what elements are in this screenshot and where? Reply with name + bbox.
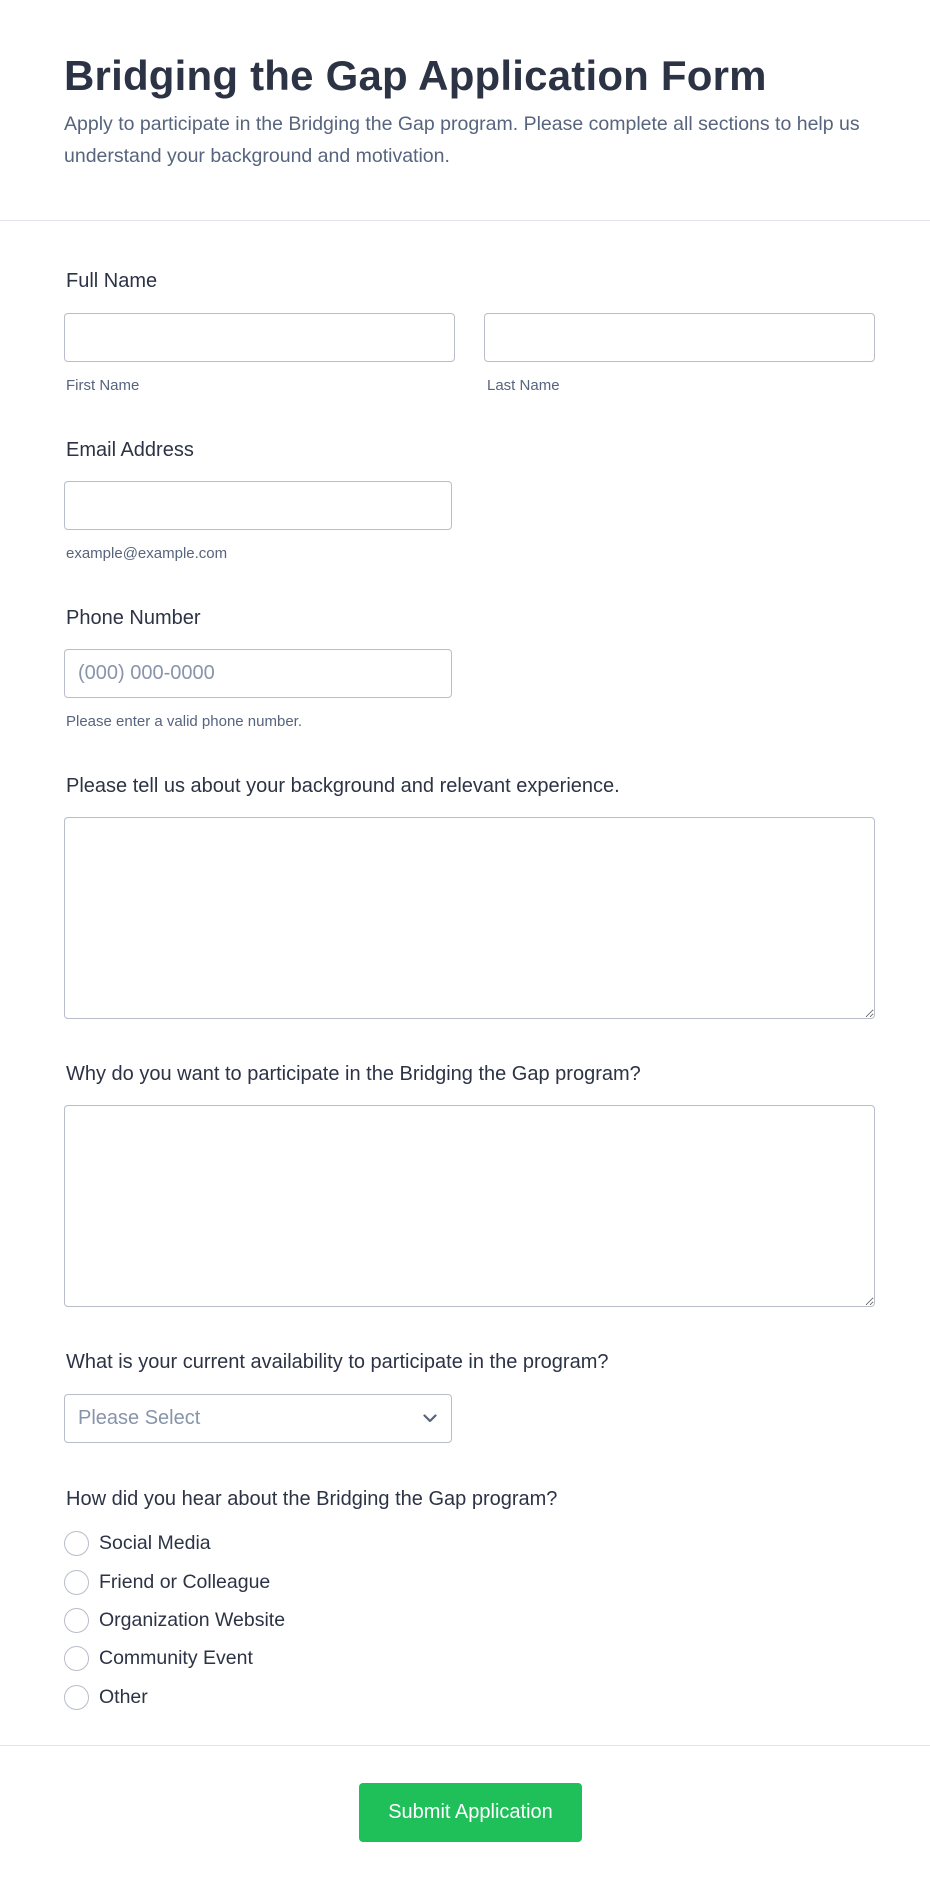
full-name-label: Full Name <box>66 270 158 292</box>
radio-option-organization-website[interactable] <box>64 1606 285 1634</box>
radio-label: Other <box>99 1685 148 1708</box>
radio-label: Social Media <box>99 1531 211 1554</box>
radio-option-other[interactable] <box>64 1683 148 1711</box>
first-name-sublabel: First Name <box>66 377 140 394</box>
radio-circle[interactable] <box>64 1531 89 1556</box>
radio-option-social-media[interactable] <box>64 1529 211 1557</box>
radio-option-community-event[interactable] <box>64 1644 253 1672</box>
radio-label: Friend or Colleague <box>99 1570 271 1593</box>
footer-divider <box>0 1745 930 1746</box>
radio-circle[interactable] <box>64 1646 89 1671</box>
last-name-sublabel: Last Name <box>487 377 560 394</box>
submit-application-button[interactable]: Submit Application <box>359 1783 582 1842</box>
email-input[interactable] <box>64 481 452 530</box>
last-name-input[interactable] <box>484 313 875 362</box>
background-label: Please tell us about your background and relevant experience. <box>66 775 620 797</box>
radio-circle[interactable] <box>64 1570 89 1595</box>
phone-input[interactable] <box>64 649 452 698</box>
email-label: Email Address <box>66 439 194 461</box>
motivation-textarea[interactable] <box>64 1105 875 1307</box>
form-header <box>0 0 930 221</box>
phone-sublabel: Please enter a valid phone number. <box>66 713 302 730</box>
referral-label: How did you hear about the Bridging the Gap program? <box>66 1488 558 1510</box>
availability-select[interactable] <box>64 1394 452 1443</box>
chevron-down-icon <box>422 1411 438 1427</box>
form-subtitle: Apply to participate in the Bridging the Gap program. Please complete all sections to help us understand your background and motivation. <box>64 113 860 167</box>
form-title: Bridging the Gap Application Form <box>64 52 767 99</box>
email-sublabel: example@example.com <box>66 545 228 562</box>
availability-label: What is your current availability to participate in the program? <box>66 1351 609 1373</box>
availability-selected-value: Please Select <box>78 1407 201 1429</box>
motivation-label: Why do you want to participate in the Bridging the Gap program? <box>66 1063 641 1085</box>
first-name-input[interactable] <box>64 313 455 362</box>
radio-circle[interactable] <box>64 1685 89 1710</box>
radio-option-friend-or-colleague[interactable] <box>64 1568 270 1596</box>
phone-label: Phone Number <box>66 607 201 629</box>
radio-label: Organization Website <box>99 1608 286 1631</box>
radio-label: Community Event <box>99 1646 253 1669</box>
radio-circle[interactable] <box>64 1608 89 1633</box>
background-textarea[interactable] <box>64 817 875 1019</box>
